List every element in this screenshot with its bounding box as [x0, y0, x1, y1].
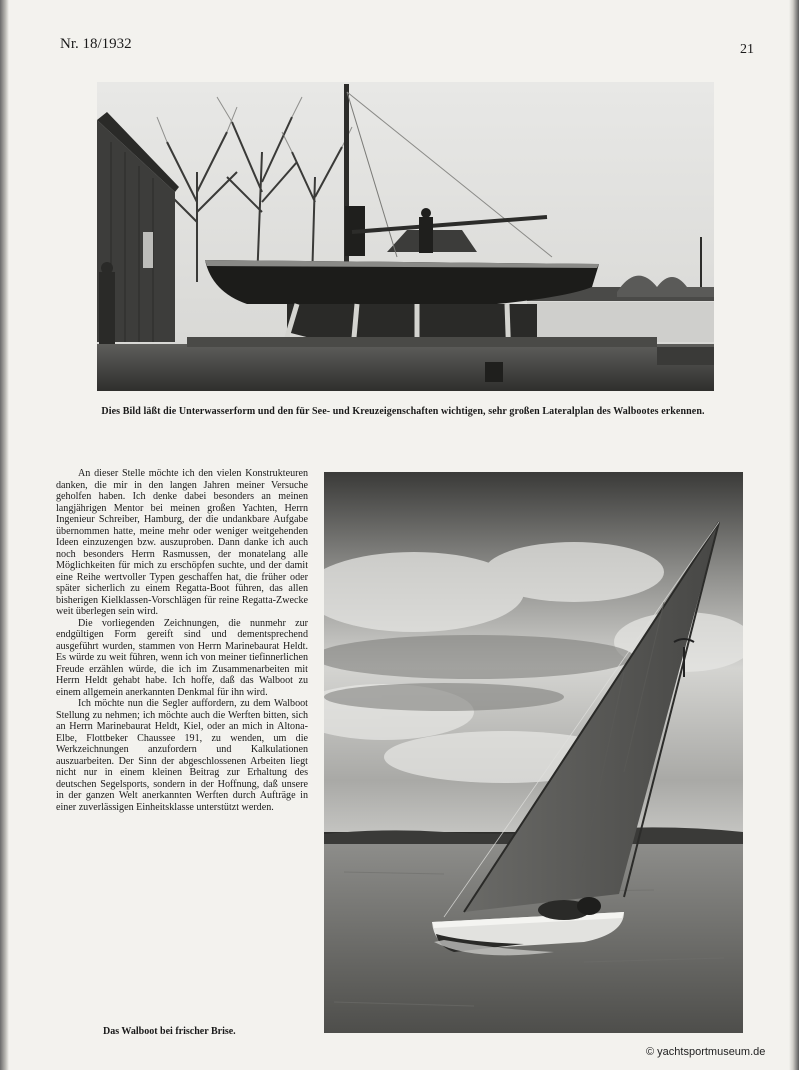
- article-paragraph-1: An dieser Stelle möchte ich den vielen Konstrukteuren danken, die mir in den langen Jahren meiner Versuche geholfen haben. Ich denke dabei besonders an meinen langjährigen Mentor bei meinen großen Yachten, Herrn Ingenieur Schreiber, Hamburg, der die undankbare Aufgabe übernommen hatte, meine mehr oder weniger weitgehenden Ideen einzuzengen bzw. auszuproben. Dann danke ich auch noch besonders Herrn Rasmussen, der monatelang alle Möglichkeiten für mich zu erschöpfen suchte, und der damit eine Reihe wertvoller Typen geschaffen hat, die früher oder später sicherlich zu einem Regatta-Boot führen, das allen bisherigen Kielklassen-Vorschlägen für reine Regatta-Zwecke weit überlegen sein wird.: [56, 468, 308, 617]
- photo-sailboat-under-sail: [324, 472, 743, 1033]
- page-number: 21: [740, 42, 754, 57]
- article-paragraph-2: Die vorliegenden Zeichnungen, die nunmehr zur endgültigen Form gereift sind und dementsprechend ausgeführt wurden, stammen von Herrn Marinebaurat Heldt. Es würde zu weit führen, wenn ich von meiner tiefinnerlichen Freude erzählen würde, die ich im Zusammenarbeiten mit Herrn Heldt gehabt habe. Ich hoffe, daß das Walboot zu einem allgemein anerkannten Denkmal für ihn wird.: [56, 617, 308, 698]
- caption-bottom-photo: Das Walboot bei frischer Brise.: [103, 1026, 236, 1037]
- article-text: [56, 468, 308, 813]
- page-edge-right: [789, 0, 799, 1070]
- page-edge-left: [0, 0, 9, 1070]
- issue-number: Nr. 18/1932: [60, 36, 132, 52]
- watermark: © yachtsportmuseum.de: [646, 1046, 766, 1058]
- caption-top-photo: Dies Bild läßt die Unterwasserform und den für See- und Kreuzeigenschaften wichtigen, sehr großen Lateralplan des Walbootes erkennen.: [101, 406, 705, 417]
- article-paragraph-3: Ich möchte nun die Segler auffordern, zu dem Walboot Stellung zu nehmen; ich möchte auch die Werften bitten, sich an Herrn Marinebaurat Heldt, Kiel, oder an mich in Altona-Elbe, Flottbeker Chaussee 191, zu wenden, um die Werkzeichnungen anzufordern und Kalkulationen auszuarbeiten. Der Sinn der abgeschlossenen Arbeiten liegt nicht nur in einem kleinen Beitrag zur Erhaltung des deutschen Segelsports, sondern in der Hoffnung, daß unsere in der ganzen Welt anerkannten Werften durch Aufträge in einer zuverlässigen Einheitsklasse unterstützt werden.: [56, 698, 308, 813]
- photo-boat-on-cradle: [97, 82, 714, 391]
